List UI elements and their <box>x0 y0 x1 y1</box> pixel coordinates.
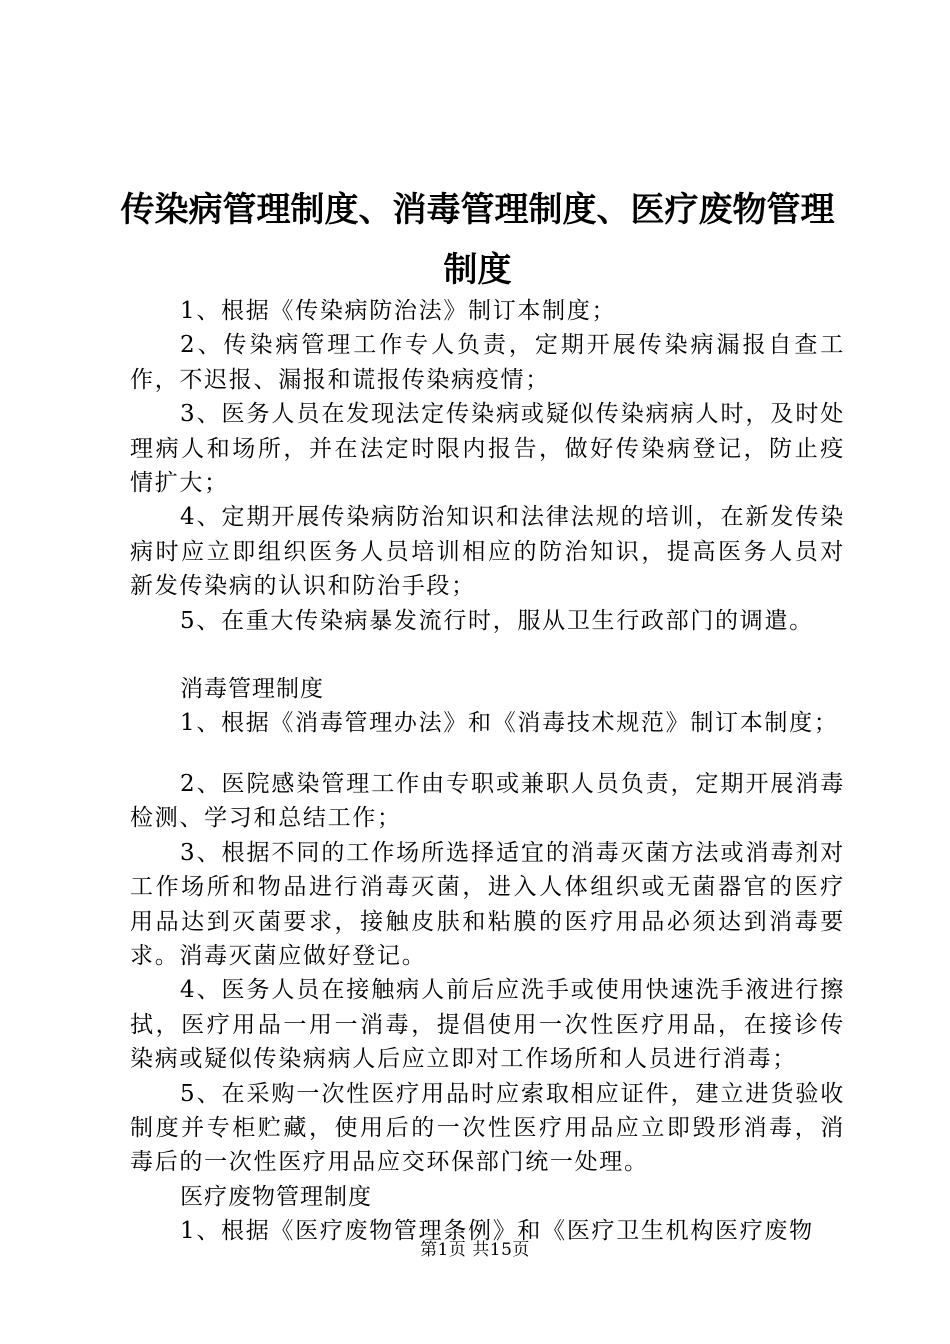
paragraph: 5、在采购一次性医疗用品时应索取相应证件，建立进货验收制度并专柜贮藏，使用后的一次性医疗用品应立即毁形消毒，消毒后的一次性医疗用品应交环保部门统一处理。 <box>130 1080 845 1176</box>
paragraph-spacer <box>130 741 845 767</box>
paragraph: 5、在重大传染病暴发流行时，服从卫生行政部门的调遣。 <box>180 607 814 634</box>
section-heading: 医疗废物管理制度 <box>180 1183 372 1210</box>
paragraph: 4、医务人员在接触病人前后应洗手或使用快速洗手液进行擦拭，医疗用品一用一消毒，提倡使用一次性医疗用品，在接诊传染病或疑似传染病病人后应立即对工作场所和人员进行消毒； <box>130 977 845 1073</box>
page-number: 第1页 共15页 <box>420 1240 530 1260</box>
paragraph: 1、根据《消毒管理办法》和《消毒技术规范》制订本制度； <box>180 710 839 737</box>
paragraph: 2、医院感染管理工作由专职或兼职人员负责，定期开展消毒检测、学习和总结工作； <box>130 770 845 832</box>
paragraph: 3、医务人员在发现法定传染病或疑似传染病病人时，及时处理病人和场所，并在法定时限内报告，做好传染病登记，防止疫情扩大； <box>130 401 845 497</box>
section-spacer <box>130 638 845 672</box>
paragraph: 4、定期开展传染病防治知识和法律法规的培训，在新发传染病时应立即组织医务人员培训相应的防治知识，提高医务人员对新发传染病的认识和防治手段； <box>130 504 845 600</box>
section-heading: 消毒管理制度 <box>180 676 324 703</box>
paragraph: 3、根据不同的工作场所选择适宜的消毒灭菌方法或消毒剂对工作场所和物品进行消毒灭菌，进入人体组织或无菌器官的医疗用品达到灭菌要求，接触皮肤和粘膜的医疗用品必须达到消毒要求。消毒灭菌应做好登记。 <box>130 839 845 969</box>
paragraph: 2、传染病管理工作专人负责，定期开展传染病漏报自查工作，不迟报、漏报和谎报传染病疫情； <box>130 332 845 393</box>
page-title: 传染病管理制度、消毒管理制度、医疗废物管理制度 <box>120 190 835 290</box>
document-body <box>130 294 845 1249</box>
paragraph: 1、根据《医疗废物管理条例》和《医疗卫生机构医疗废物 <box>180 1218 814 1245</box>
paragraph: 1、根据《传染病防治法》制订本制度； <box>180 298 617 324</box>
